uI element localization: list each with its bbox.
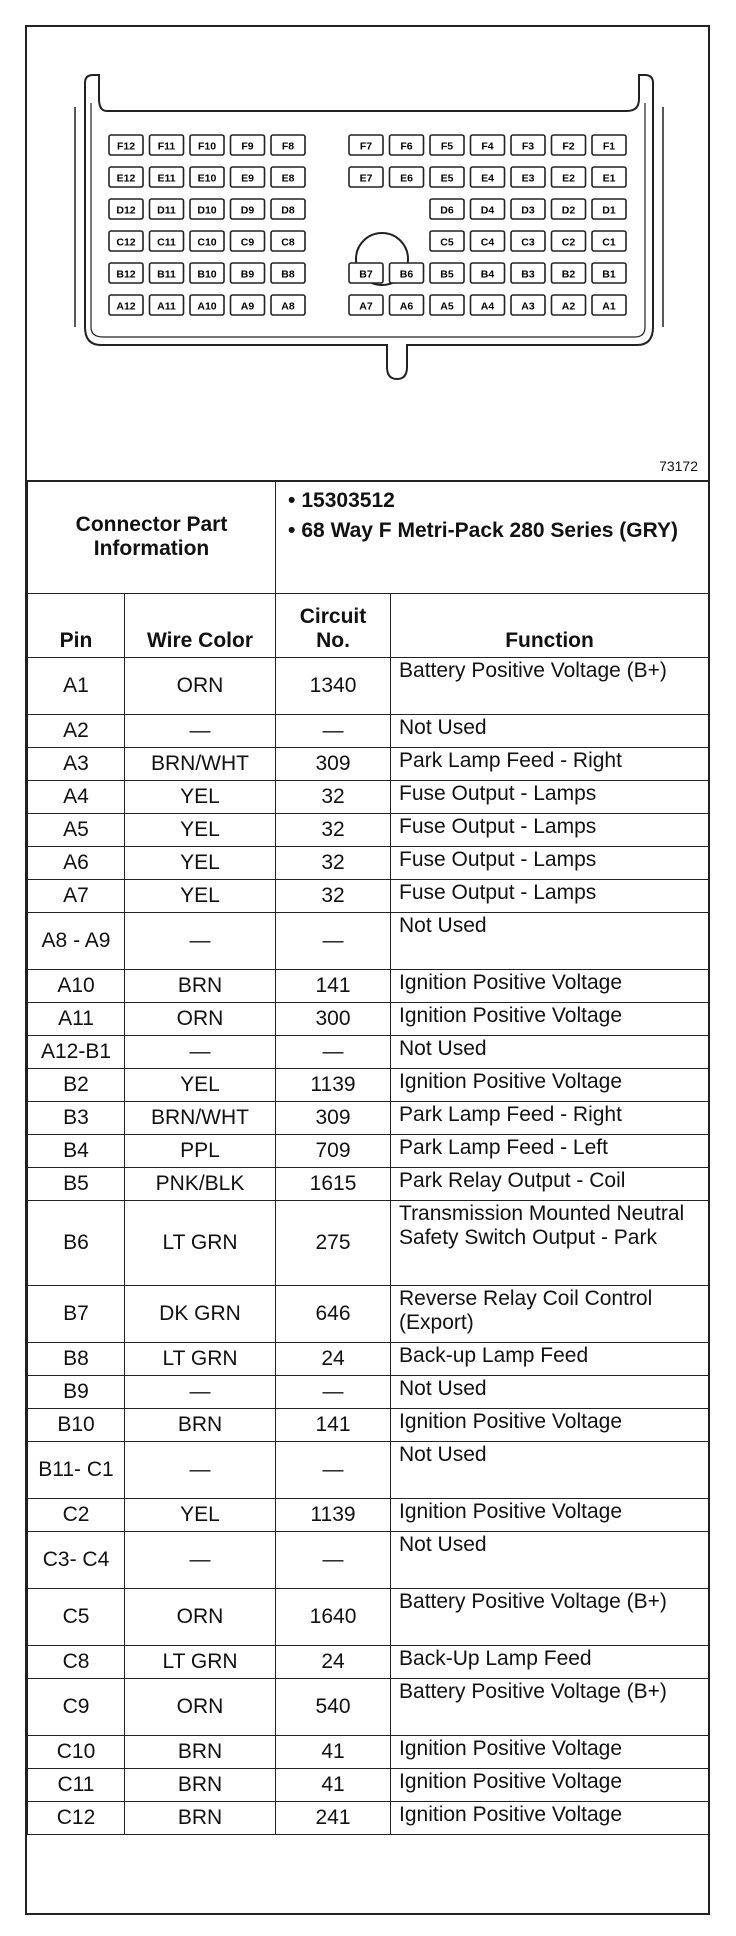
wire-color-cell: BRN/WHT [125,748,276,781]
cavity-label-A3: A3 [521,300,535,313]
table-row [28,913,709,970]
function-cell: Park Lamp Feed - Right [391,1102,709,1135]
wire-color-cell: LT GRN [125,1343,276,1376]
pin-cell: A1 [28,658,125,715]
cavity-label-F11: F11 [157,140,176,153]
circuit-cell: 300 [276,1003,391,1036]
table-row [28,880,709,913]
cavity-label-C8: C8 [281,236,295,249]
connector-diagram [27,27,708,482]
table-row [28,847,709,880]
cavity-label-A11: A11 [157,300,176,313]
cavity-label-F12: F12 [116,140,136,153]
pin-cell: B3 [28,1102,125,1135]
cavity-label-F4: F4 [481,140,494,153]
function-cell: Not Used [391,1442,709,1499]
cavity-label-D9: D9 [240,204,255,217]
table-row [28,1286,709,1343]
function-cell: Ignition Positive Voltage [391,1003,709,1036]
cavity-label-C11: C11 [157,236,176,249]
cavity-label-D1: D1 [602,204,616,217]
circuit-cell: 275 [276,1201,391,1286]
circuit-cell: 32 [276,781,391,814]
cavity-label-E4: E4 [481,172,494,185]
circuit-cell: 41 [276,1769,391,1802]
cavity-label-F5: F5 [440,140,454,153]
function-cell: Not Used [391,715,709,748]
cavity-label-D10: D10 [197,204,217,217]
function-cell: Ignition Positive Voltage [391,1802,709,1835]
circuit-cell: 141 [276,1409,391,1442]
pin-cell: B11- C1 [28,1442,125,1499]
cavity-label-F8: F8 [281,140,295,153]
cavity-label-A4: A4 [480,300,495,313]
wire-color-cell: BRN [125,1409,276,1442]
function-cell: Park Lamp Feed - Left [391,1135,709,1168]
pin-cell: C12 [28,1802,125,1835]
cavity-grid [109,135,626,315]
cavity-label-E9: E9 [241,172,254,185]
cavity-label-F2: F2 [562,140,575,153]
table-row [28,1736,709,1769]
table-row [28,1376,709,1409]
pin-cell: A5 [28,814,125,847]
function-cell: Battery Positive Voltage (B+) [391,1589,709,1646]
table-row [28,1036,709,1069]
header-function: Function [391,594,709,658]
wire-color-cell: ORN [125,1679,276,1736]
pin-cell: A10 [28,970,125,1003]
cavity-label-C5: C5 [440,236,454,249]
connector-sheet [25,25,710,1915]
table-row [28,1532,709,1589]
header-pin: Pin [28,594,125,658]
wire-color-cell: ORN [125,1003,276,1036]
cavity-label-F10: F10 [197,140,217,153]
table-row [28,1589,709,1646]
pin-cell: A12-B1 [28,1036,125,1069]
circuit-cell: 24 [276,1646,391,1679]
cavity-label-C4: C4 [480,236,495,249]
connector-info-label: Connector Part Information [28,481,276,594]
table-row [28,1409,709,1442]
cavity-label-D2: D2 [561,204,576,217]
function-cell: Fuse Output - Lamps [391,814,709,847]
wire-color-cell: BRN [125,1769,276,1802]
cavity-label-B8: B8 [281,268,295,281]
pin-cell: A4 [28,781,125,814]
cavity-label-A2: A2 [561,300,576,313]
table-row [28,1003,709,1036]
cavity-label-E2: E2 [562,172,575,185]
function-cell: Not Used [391,1376,709,1409]
cavity-label-B4: B4 [480,268,495,281]
cavity-label-F3: F3 [521,140,535,153]
circuit-cell: — [276,1532,391,1589]
table-row [28,1069,709,1102]
cavity-label-B3: B3 [521,268,535,281]
pin-cell: C2 [28,1499,125,1532]
function-cell: Not Used [391,1036,709,1069]
function-cell: Park Relay Output - Coil [391,1168,709,1201]
header-wire-color: Wire Color [125,594,276,658]
header-circuit-no: Circuit No. [276,594,391,658]
cavity-label-D3: D3 [521,204,535,217]
wire-color-cell: BRN [125,1736,276,1769]
cavity-label-D4: D4 [480,204,495,217]
wire-color-cell: — [125,913,276,970]
function-cell: Ignition Positive Voltage [391,1069,709,1102]
table-row [28,1802,709,1835]
function-cell: Not Used [391,913,709,970]
cavity-label-A8: A8 [281,300,295,313]
cavity-label-E12: E12 [116,172,136,185]
circuit-cell: — [276,1442,391,1499]
connector-face-drawing [27,27,708,480]
cavity-label-B2: B2 [561,268,576,281]
table-row [28,970,709,1003]
circuit-cell: 309 [276,1102,391,1135]
circuit-cell: 1640 [276,1589,391,1646]
wire-color-cell: BRN [125,1802,276,1835]
pin-cell: A8 - A9 [28,913,125,970]
table-row [28,1646,709,1679]
cavity-label-C10: C10 [197,236,217,249]
wire-color-cell: LT GRN [125,1201,276,1286]
cavity-label-E1: E1 [602,172,616,185]
table-row [28,715,709,748]
cavity-label-B12: B12 [116,268,136,281]
wire-color-cell: YEL [125,1499,276,1532]
circuit-cell: 309 [276,748,391,781]
wire-color-cell: BRN [125,970,276,1003]
bullet-icon: • [288,519,296,543]
table-row [28,1201,709,1286]
circuit-cell: 32 [276,880,391,913]
cavity-label-A1: A1 [602,300,616,313]
function-cell: Ignition Positive Voltage [391,1409,709,1442]
pin-cell: A7 [28,880,125,913]
table-row [28,1168,709,1201]
pin-cell: B8 [28,1343,125,1376]
table-row [28,1135,709,1168]
connector-info-values [276,481,709,594]
cavity-label-B9: B9 [240,268,255,281]
cavity-label-E6: E6 [400,172,413,185]
function-cell: Not Used [391,1532,709,1589]
table-row [28,1102,709,1135]
table-header-row [28,594,709,658]
circuit-cell: 32 [276,847,391,880]
wire-color-cell: YEL [125,781,276,814]
wire-color-cell: YEL [125,1069,276,1102]
pin-cell: B4 [28,1135,125,1168]
function-cell: Park Lamp Feed - Right [391,748,709,781]
cavity-label-C3: C3 [521,236,535,249]
circuit-cell: — [276,913,391,970]
function-cell: Battery Positive Voltage (B+) [391,658,709,715]
table-row [28,1442,709,1499]
cavity-label-A9: A9 [240,300,255,313]
wire-color-cell: — [125,1532,276,1589]
wire-color-cell: BRN/WHT [125,1102,276,1135]
circuit-cell: 1615 [276,1168,391,1201]
pinout-table [27,480,709,1835]
table-row [28,1343,709,1376]
circuit-cell: — [276,1036,391,1069]
figure-id: 73172 [659,458,698,474]
pin-cell: A2 [28,715,125,748]
cavity-label-C1: C1 [602,236,616,249]
pin-cell: C9 [28,1679,125,1736]
pin-cell: B10 [28,1409,125,1442]
pin-cell: B2 [28,1069,125,1102]
pin-cell: C5 [28,1589,125,1646]
connector-outline [85,75,653,379]
cavity-label-E3: E3 [521,172,535,185]
circuit-cell: — [276,715,391,748]
bullet-icon: • [288,489,296,512]
function-cell: Ignition Positive Voltage [391,1499,709,1532]
circuit-cell: 24 [276,1343,391,1376]
cavity-label-B6: B6 [399,268,414,281]
wire-color-cell: YEL [125,880,276,913]
pin-cell: B6 [28,1201,125,1286]
cavity-label-D11: D11 [157,204,176,217]
circuit-cell: 1139 [276,1499,391,1532]
wire-color-cell: — [125,1442,276,1499]
wire-color-cell: YEL [125,847,276,880]
pin-cell: B5 [28,1168,125,1201]
wire-color-cell: PNK/BLK [125,1168,276,1201]
wire-color-cell: — [125,1376,276,1409]
function-cell: Ignition Positive Voltage [391,1769,709,1802]
cavity-label-C2: C2 [561,236,576,249]
function-cell: Back-Up Lamp Feed [391,1646,709,1679]
wire-color-cell: LT GRN [125,1646,276,1679]
cavity-label-C9: C9 [240,236,255,249]
wire-color-cell: PPL [125,1135,276,1168]
pin-cell: C3- C4 [28,1532,125,1589]
function-cell: Back-up Lamp Feed [391,1343,709,1376]
cavity-label-A7: A7 [359,300,373,313]
function-cell: Reverse Relay Coil Control (Export) [391,1286,709,1343]
pin-cell: A11 [28,1003,125,1036]
cavity-label-B1: B1 [602,268,616,281]
circuit-cell: 540 [276,1679,391,1736]
cavity-label-D12: D12 [116,204,136,217]
pin-cell: C10 [28,1736,125,1769]
table-row [28,748,709,781]
cavity-label-F7: F7 [359,140,373,153]
table-row [28,658,709,715]
cavity-label-A6: A6 [399,300,414,313]
cavity-label-D8: D8 [281,204,295,217]
circuit-cell: 1340 [276,658,391,715]
circuit-cell: 646 [276,1286,391,1343]
cavity-label-F6: F6 [400,140,413,153]
cavity-label-A5: A5 [440,300,454,313]
circuit-cell: 709 [276,1135,391,1168]
table-row [28,814,709,847]
cavity-label-B7: B7 [359,268,373,281]
cavity-label-C12: C12 [116,236,136,249]
pin-cell: A6 [28,847,125,880]
info-line-2: • 68 Way F Metri-Pack 280 Series (GRY) [288,519,678,543]
wire-color-cell: ORN [125,658,276,715]
cavity-label-A12: A12 [116,300,136,313]
pin-cell: B9 [28,1376,125,1409]
cavity-label-E7: E7 [359,172,373,185]
function-cell: Transmission Mounted Neutral Safety Switch Output - Park [391,1201,709,1286]
table-row [28,1679,709,1736]
function-cell: Battery Positive Voltage (B+) [391,1679,709,1736]
circuit-cell: 241 [276,1802,391,1835]
wire-color-cell: — [125,715,276,748]
function-cell: Fuse Output - Lamps [391,781,709,814]
function-cell: Ignition Positive Voltage [391,1736,709,1769]
cavity-label-E8: E8 [281,172,295,185]
cavity-label-E10: E10 [197,172,217,185]
circuit-cell: 1139 [276,1069,391,1102]
table-row [28,781,709,814]
cavity-label-F1: F1 [602,140,616,153]
cavity-label-F9: F9 [241,140,254,153]
function-cell: Fuse Output - Lamps [391,847,709,880]
table-row [28,1499,709,1532]
pin-cell: A3 [28,748,125,781]
info-line-1: • 15303512 [288,489,395,512]
function-cell: Fuse Output - Lamps [391,880,709,913]
cavity-label-A10: A10 [197,300,217,313]
cavity-label-E11: E11 [157,172,176,185]
cavity-label-B11: B11 [157,268,176,281]
circuit-cell: 141 [276,970,391,1003]
cavity-label-D6: D6 [440,204,454,217]
pin-cell: B7 [28,1286,125,1343]
circuit-cell: — [276,1376,391,1409]
circuit-cell: 32 [276,814,391,847]
cavity-label-E5: E5 [440,172,454,185]
circuit-cell: 41 [276,1736,391,1769]
pin-cell: C11 [28,1769,125,1802]
wire-color-cell: — [125,1036,276,1069]
wire-color-cell: ORN [125,1589,276,1646]
pin-cell: C8 [28,1646,125,1679]
cavity-label-B10: B10 [197,268,217,281]
wire-color-cell: DK GRN [125,1286,276,1343]
wire-color-cell: YEL [125,814,276,847]
function-cell: Ignition Positive Voltage [391,970,709,1003]
cavity-label-B5: B5 [440,268,454,281]
table-row [28,1769,709,1802]
